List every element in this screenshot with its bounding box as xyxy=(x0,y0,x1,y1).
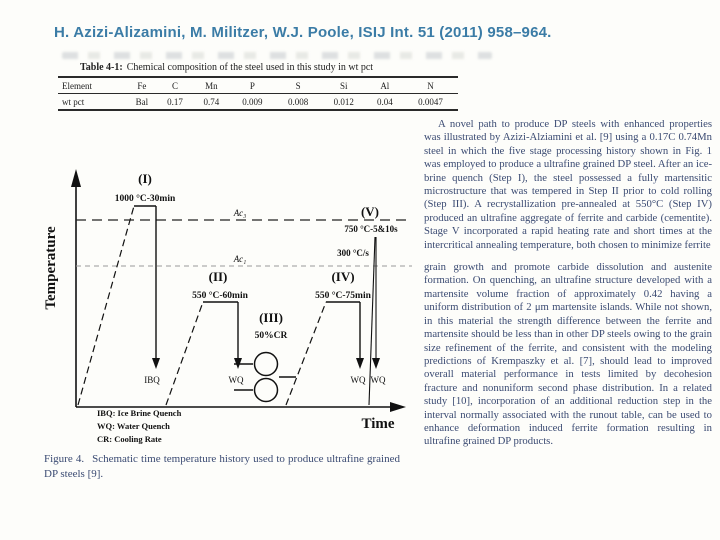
stage-1-id: (I) xyxy=(138,171,152,186)
composition-table-block xyxy=(58,62,458,111)
ac3-label: Ac₃ xyxy=(233,208,247,218)
stage-5 xyxy=(337,204,398,405)
y-axis-label: Temperature xyxy=(43,226,59,310)
cell-c: 0.17 xyxy=(167,96,183,107)
stage-4-quench-label: WQ xyxy=(350,375,366,385)
ac1-label: Ac₁ xyxy=(233,254,247,264)
stage-4-quench-arrow-icon xyxy=(356,358,364,369)
figure-caption xyxy=(44,452,400,481)
stage-3-reduction-label: 50%CR xyxy=(254,331,288,341)
stage-2-anneal-label: 550 °C-60min xyxy=(192,291,248,301)
body-paragraph-2: grain growth and promote carbide dissolution and austenite formation. On quenching, an ultrafine structure developed with a martensite volume fraction of approximately 0.42 having a uniform distribution of 2 μm martensite islands. While not shown, in this material the strength difference between the ferrite and martensite should be less than in other DP steels owing to the grain size refinement of the ferrite, and consistent with the modeling predictions of Krempaszky et al. [7], should lead to improved overall material performance in tests limited by decohesion fracture and nonuniform second phase distribution. In a related study [10], incorporation of an additional reduction step in the interval normally associated with the runout table, can be used to enhance deformation induced ferrite formation resulting in ultrafine grained DP products. xyxy=(424,261,712,448)
table-caption xyxy=(58,62,458,73)
x-axis-label: Time xyxy=(361,416,395,432)
col-element: Element xyxy=(62,80,92,91)
cell-mn: 0.74 xyxy=(203,96,220,107)
cell-n: 0.0047 xyxy=(418,96,443,107)
y-axis-arrow-icon xyxy=(71,169,81,187)
cell-s: 0.008 xyxy=(287,96,309,107)
reference-title: H. Azizi-Alizamini, M. Militzer, W.J. Poole, ISIJ Int. 51 (2011) 958–964. xyxy=(54,24,552,41)
stage-1 xyxy=(78,171,176,405)
cell-wtpct: wt pct xyxy=(62,96,85,107)
legend-cr: CR: Cooling Rate xyxy=(97,434,162,444)
stage-3-id: (III) xyxy=(259,310,283,325)
table-caption-label: Table 4-1: xyxy=(80,62,123,73)
x-axis-arrow-icon xyxy=(390,402,406,412)
stage-1-heating-ramp xyxy=(78,206,134,405)
table-caption-text: Chemical composition of the steel used in this study in wt pct xyxy=(126,62,374,73)
table-header-row xyxy=(58,77,458,94)
stage-4 xyxy=(286,269,372,405)
stage-2-quench-label: WQ xyxy=(228,375,244,385)
stage-5-heating-rate-label: 300 °C/s xyxy=(337,248,369,258)
faded-text-artifact xyxy=(62,52,492,59)
body-text-column xyxy=(424,118,712,449)
diagram-legend xyxy=(97,408,182,444)
stage-5-anneal-label: 750 °C-5&10s xyxy=(344,224,398,234)
figure-caption-label: Figure 4. xyxy=(44,453,85,465)
stage-1-quench-arrow-icon xyxy=(152,358,160,369)
y-axis xyxy=(43,169,81,407)
cell-fe: Bal xyxy=(135,96,149,107)
stage-4-id: (IV) xyxy=(331,269,355,284)
stage-3 xyxy=(234,310,296,402)
chemical-composition-table xyxy=(58,76,458,111)
col-fe: Fe xyxy=(137,80,147,91)
time-temperature-diagram xyxy=(40,150,420,450)
col-c: C xyxy=(171,80,178,91)
stage-2-heating-ramp xyxy=(166,302,203,405)
stage-1-anneal-label: 1000 °C-30min xyxy=(114,194,176,204)
stage-5-quench-arrow-icon xyxy=(372,358,380,369)
col-p: P xyxy=(249,80,255,91)
body-paragraph-1: A novel path to produce DP steels with enhanced properties was illustrated by Azizi-Alziamini et al. [9] using a 0.17C 0.74Mn steel in which the five stage processing history shown in Fig. 1 was employed to produce a ultrafine grained DP steel. After an ice-brine quench (Step I), the steel possessed a fully martensitic microstructure that was tempered in Step II prior to cold rolling (Step III). A recrystallization pre-annealed at 550°C (Step IV) produced an ultrafine aggregate of ferrite and carbide (cementite). Stage V incorporated a rapid heating rate and short times at the intercritical annealing temperature, both chosen to minimize ferrite xyxy=(424,118,712,251)
table-row xyxy=(58,94,458,111)
stage-1-quench-label: IBQ xyxy=(144,375,160,385)
col-s: S xyxy=(295,80,301,91)
cell-p: 0.009 xyxy=(242,96,263,107)
cell-al: 0.04 xyxy=(376,96,393,107)
stage-4-heating-ramp xyxy=(286,302,326,405)
legend-wq: WQ: Water Quench xyxy=(97,421,170,431)
cell-si: 0.012 xyxy=(333,96,354,107)
col-si: Si xyxy=(340,80,348,91)
stage-5-quench-label: WQ xyxy=(370,375,386,385)
col-mn: Mn xyxy=(205,80,218,91)
col-al: Al xyxy=(380,80,390,91)
col-n: N xyxy=(427,80,434,91)
stage-5-id: (V) xyxy=(360,204,380,219)
stage-2-id: (II) xyxy=(208,269,228,284)
figure-caption-text: Schematic time temperature history used to produce ultrafine grained DP steels [9]. xyxy=(44,453,400,480)
stage-4-anneal-label: 550 °C-75min xyxy=(315,291,371,301)
legend-ibq: IBQ: Ice Brine Quench xyxy=(97,408,182,418)
stage-2 xyxy=(166,269,249,405)
